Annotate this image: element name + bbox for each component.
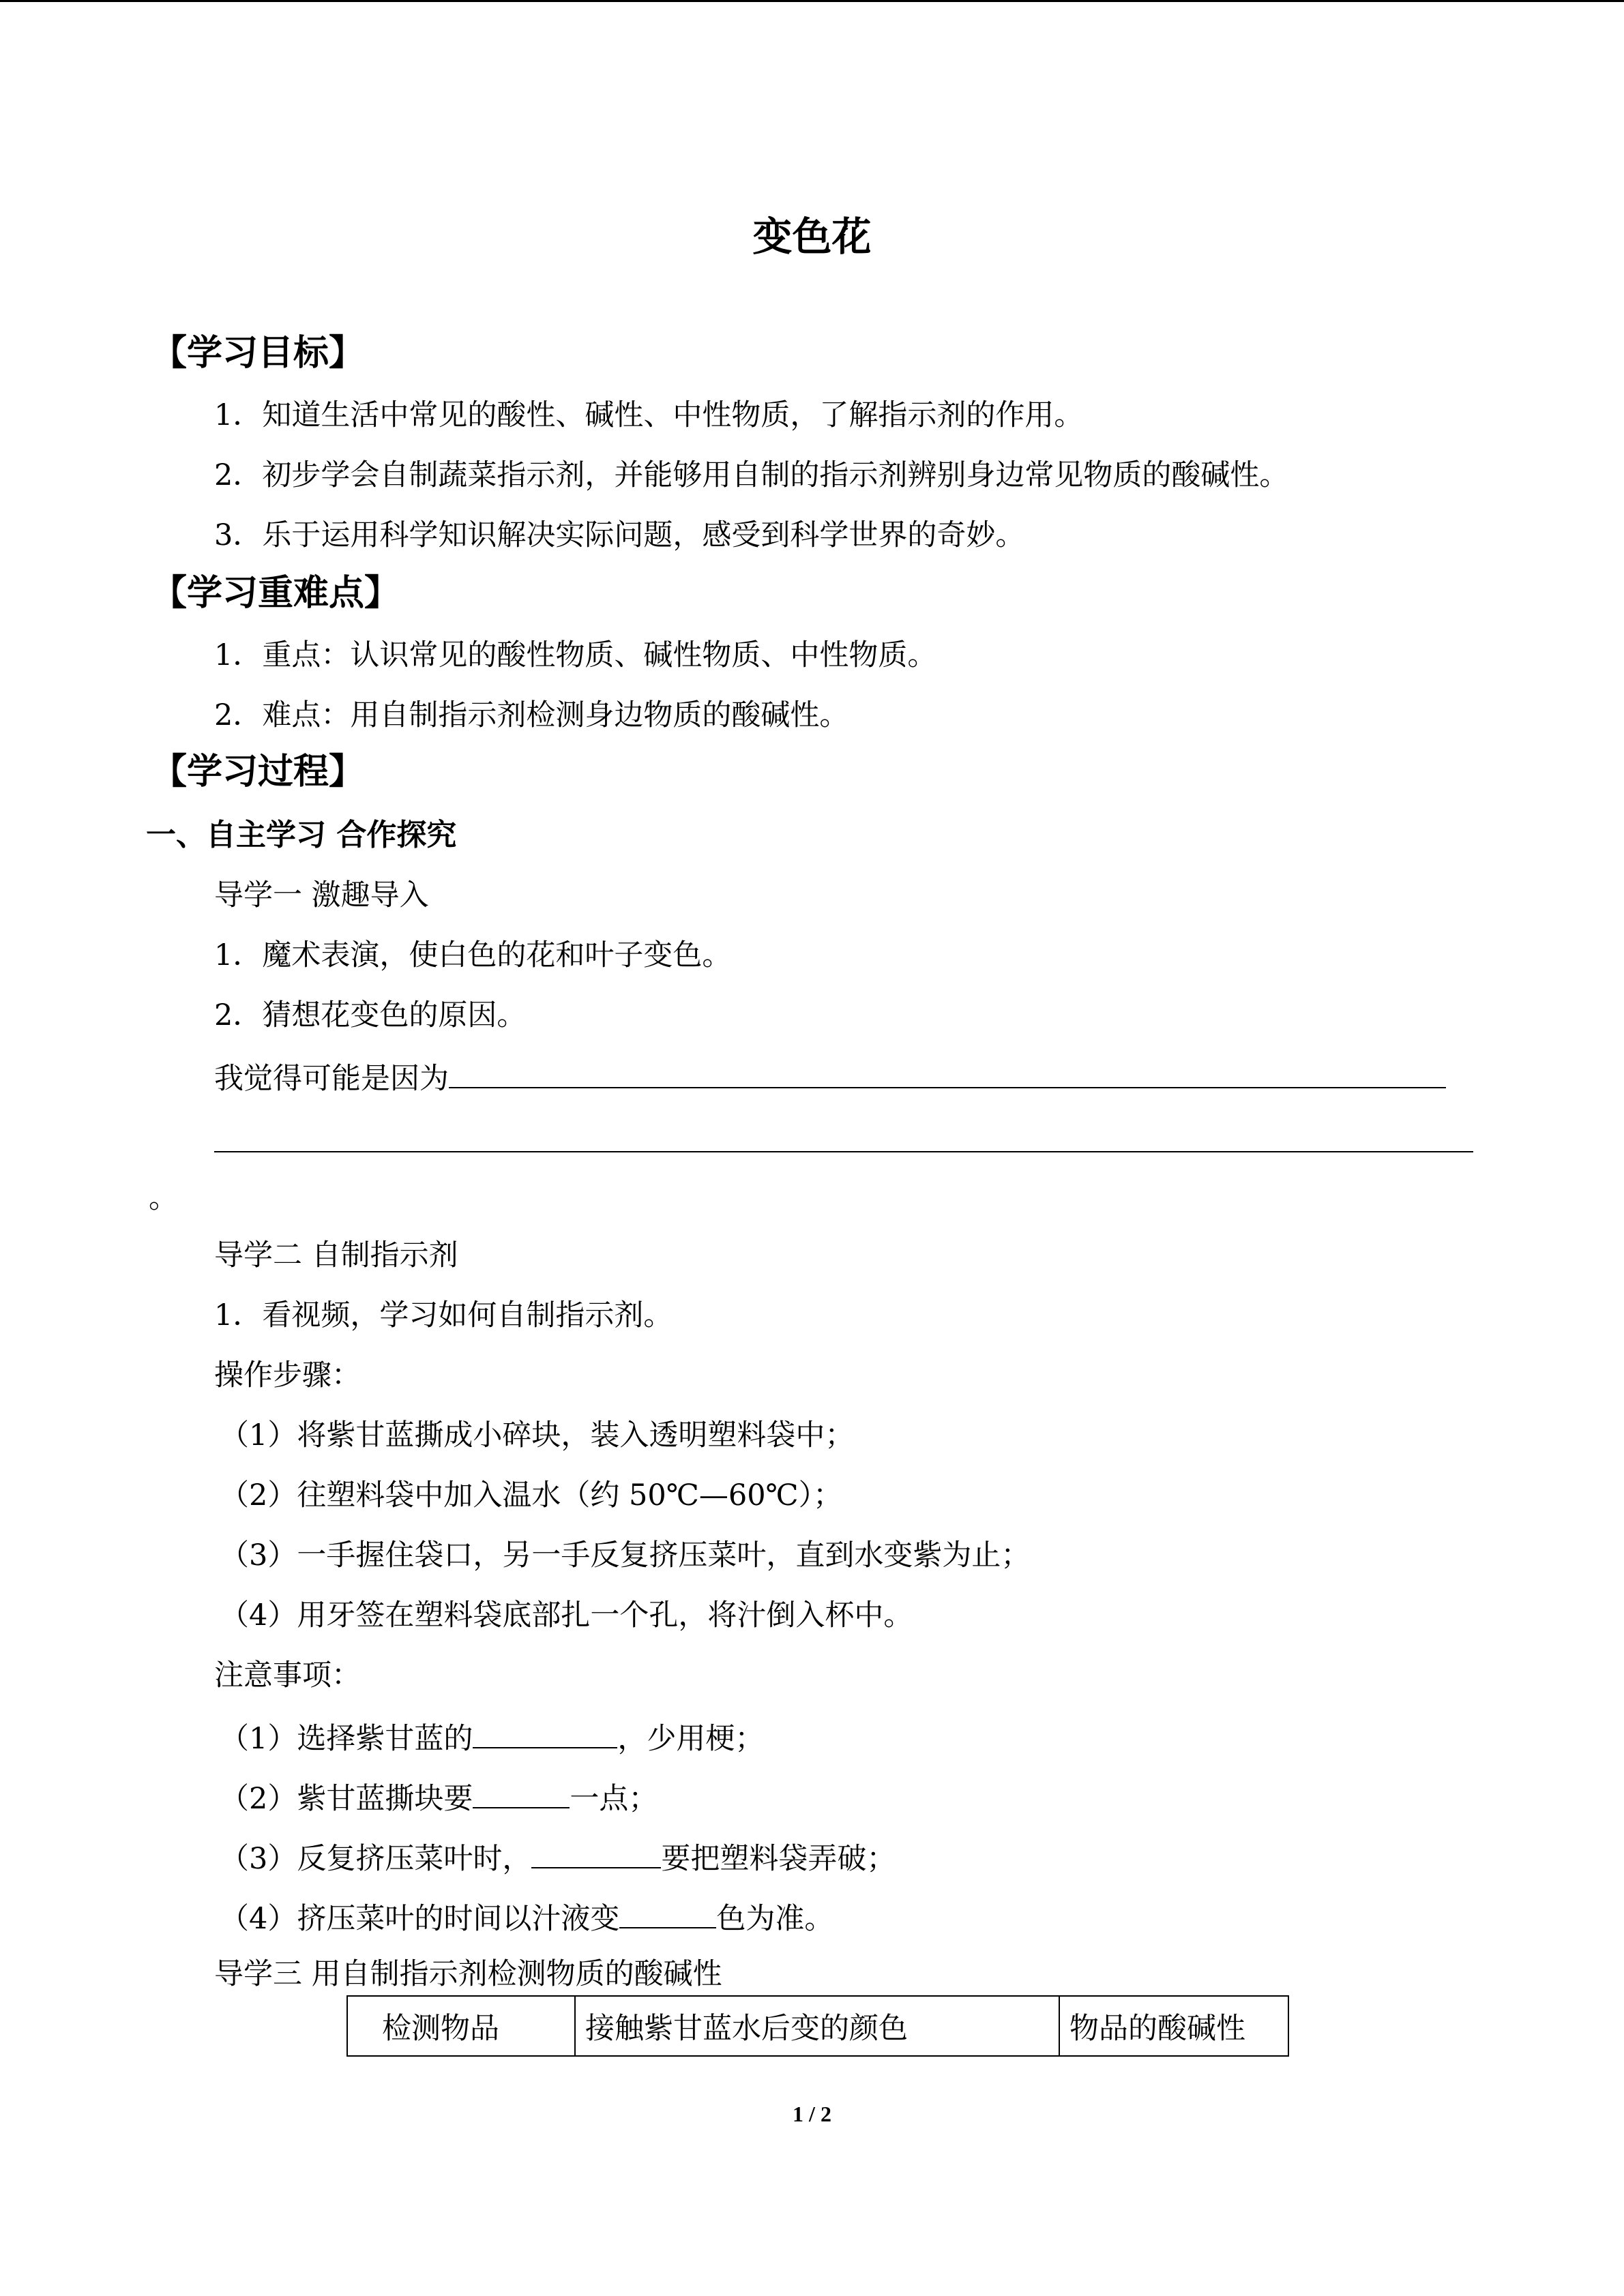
note-item: [220, 1837, 896, 1877]
note-item: [220, 1777, 658, 1817]
objective-item: 2．初步学会自制蔬菜指示剂，并能够用自制的指示剂辨别身边常见物质的酸碱性。: [214, 458, 1289, 492]
fill-blank[interactable]: [531, 1837, 661, 1868]
guide1-title: 导学一 激趣导入: [214, 878, 429, 912]
key-point-item: 2．难点：用自制指示剂检测身边物质的酸碱性。: [214, 698, 849, 732]
guess-prompt-text: 我觉得可能是因为: [214, 1062, 449, 1096]
objective-item: 3．乐于运用科学知识解决实际问题，感受到科学世界的奇妙。: [214, 518, 1025, 552]
guide3-title: 导学三 用自制指示剂检测物质的酸碱性: [214, 1957, 722, 1991]
note-item: [220, 1717, 764, 1757]
answer-blank[interactable]: [449, 1057, 1446, 1088]
answer-line[interactable]: [214, 1151, 1473, 1152]
guess-prompt: [214, 1057, 1446, 1097]
guide1-item: 1．魔术表演，使白色的花和叶子变色。: [214, 938, 732, 972]
key-point-item: 1．重点：认识常见的酸性物质、碱性物质、中性物质。: [214, 638, 937, 672]
step-item: （2）往塑料袋中加入温水（约 50℃—60℃）；: [220, 1478, 843, 1512]
table-header-cell: 检测物品: [347, 1996, 575, 2056]
note-text: （2）紫甘蓝撕块要: [220, 1782, 473, 1816]
page-top-border: [0, 0, 1624, 2]
page-number: 1 / 2: [793, 2102, 831, 2126]
key-points-heading: 【学习重难点】: [151, 573, 400, 614]
fill-blank[interactable]: [473, 1717, 617, 1748]
note-item: [220, 1897, 833, 1937]
table-header-row: [347, 1996, 1288, 2056]
detection-table: [346, 1995, 1289, 2057]
page-title: 变色花: [752, 213, 872, 260]
step-item: （1）将紫甘蓝撕成小碎块，装入透明塑料袋中；: [220, 1418, 855, 1452]
step-item: （4）用牙签在塑料袋底部扎一个孔，将汁倒入杯中。: [220, 1598, 913, 1632]
fill-blank[interactable]: [619, 1897, 716, 1928]
guide2-item: 1．看视频，学习如何自制指示剂。: [214, 1298, 673, 1332]
note-text: （3）反复挤压菜叶时，: [220, 1842, 532, 1876]
note-text: （1）选择紫甘蓝的: [220, 1722, 473, 1756]
note-text: 要把塑料袋弄破；: [661, 1842, 896, 1876]
process-heading: 【学习过程】: [151, 751, 365, 792]
note-text: 色为准。: [716, 1902, 834, 1936]
objectives-heading: 【学习目标】: [151, 333, 365, 374]
note-text: ，少用梗；: [617, 1722, 765, 1756]
end-period: 。: [149, 1181, 178, 1215]
note-text: （4）挤压菜叶的时间以汁液变: [220, 1902, 620, 1936]
note-text: 一点；: [570, 1782, 658, 1816]
table-header-cell: 接触紫甘蓝水后变的颜色: [575, 1996, 1059, 2056]
table-header-cell: 物品的酸碱性: [1059, 1996, 1288, 2056]
objective-item: 1．知道生活中常见的酸性、碱性、中性物质，了解指示剂的作用。: [214, 398, 1084, 432]
fill-blank[interactable]: [473, 1777, 570, 1808]
notes-label: 注意事项：: [214, 1658, 361, 1693]
part1-title: 一、自主学习 合作探究: [146, 818, 457, 852]
guide1-item: 2．猜想花变色的原因。: [214, 998, 527, 1032]
step-item: （3）一手握住袋口，另一手反复挤压菜叶，直到水变紫为止；: [220, 1538, 1031, 1572]
guide2-title: 导学二 自制指示剂: [214, 1238, 458, 1272]
steps-label: 操作步骤：: [214, 1358, 361, 1392]
